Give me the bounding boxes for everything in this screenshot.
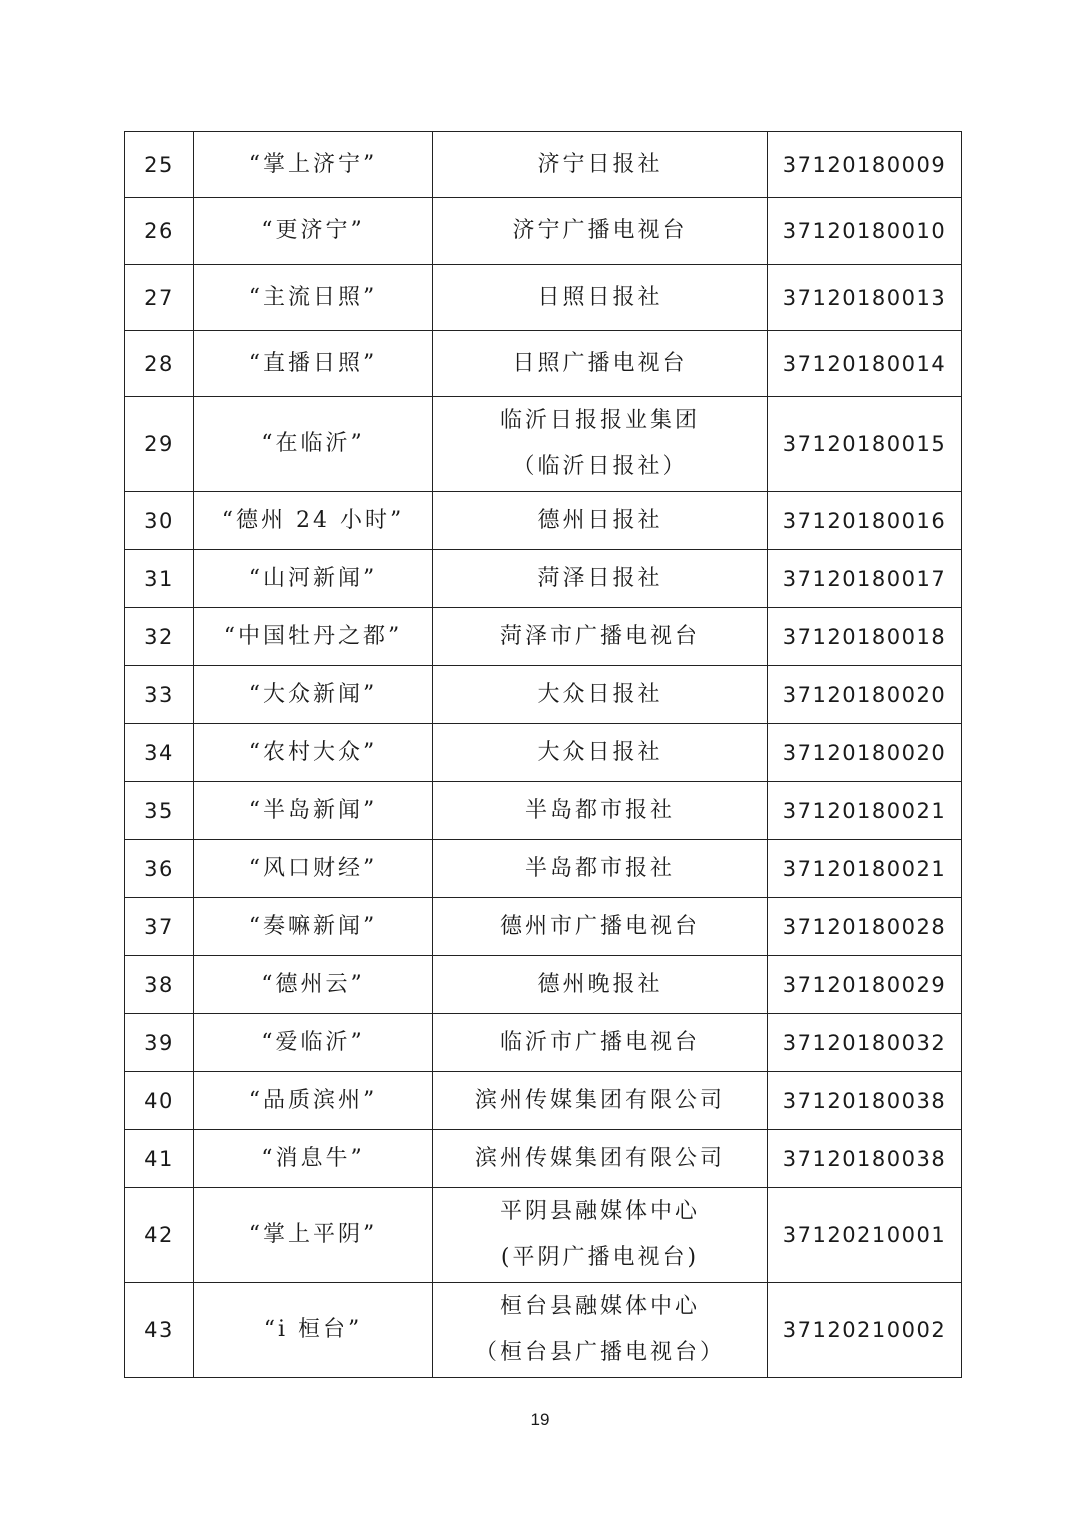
cell-app-name: “消息牛” [194, 1130, 433, 1188]
table-row [125, 331, 962, 397]
cell-organization [433, 198, 768, 265]
table-row [125, 724, 962, 782]
cell-number: 36 [125, 840, 194, 898]
organization-line: 济宁广播电视台 [512, 218, 688, 243]
cell-license-code: 37120180029 [768, 956, 962, 1014]
cell-app-name: “山河新闻” [194, 550, 433, 608]
organization-line: 济宁日报社 [537, 151, 663, 177]
cell-number: 27 [125, 265, 194, 331]
cell-license-code: 37120210002 [768, 1283, 962, 1378]
cell-organization [433, 1130, 768, 1188]
cell-license-code: 37120180017 [768, 550, 962, 608]
cell-number: 26 [125, 198, 194, 265]
table-row [125, 666, 962, 724]
cell-license-code: 37120180020 [768, 724, 962, 782]
cell-app-name: “直播日照” [194, 331, 433, 397]
table-row [125, 132, 962, 198]
cell-app-name: “大众新闻” [194, 666, 433, 724]
cell-organization [433, 492, 768, 550]
cell-number: 41 [125, 1130, 194, 1188]
table-row [125, 198, 962, 265]
organization-line: (平阴广播电视台) [500, 1245, 700, 1270]
organization-line: 大众日报社 [537, 681, 663, 707]
table-row [125, 1188, 962, 1283]
cell-organization [433, 782, 768, 840]
table-row [125, 1283, 962, 1378]
cell-number: 29 [125, 397, 194, 492]
organization-line: 临沂日报报业集团 [499, 408, 700, 433]
cell-license-code: 37120180020 [768, 666, 962, 724]
cell-organization [433, 724, 768, 782]
cell-app-name: “i 桓台” [194, 1283, 433, 1378]
cell-organization [433, 550, 768, 608]
cell-number: 38 [125, 956, 194, 1014]
table-row [125, 956, 962, 1014]
organization-line: 日照日报社 [537, 284, 663, 310]
organization-line: 德州晚报社 [537, 971, 663, 997]
table-row [125, 1072, 962, 1130]
cell-number: 30 [125, 492, 194, 550]
cell-organization [433, 956, 768, 1014]
organization-line: 滨州传媒集团有限公司 [474, 1087, 725, 1113]
cell-app-name: “掌上济宁” [194, 132, 433, 198]
organization-line: 滨州传媒集团有限公司 [474, 1145, 725, 1171]
cell-organization [433, 1014, 768, 1072]
cell-organization [433, 1188, 768, 1283]
cell-app-name: “德州 24 小时” [194, 492, 433, 550]
organization-line: 大众日报社 [537, 739, 663, 765]
table-row [125, 1014, 962, 1072]
cell-number: 32 [125, 608, 194, 666]
organization-line: 桓台县融媒体中心 [499, 1294, 700, 1319]
table-row [125, 265, 962, 331]
cell-license-code: 37120180028 [768, 898, 962, 956]
cell-app-name: “在临沂” [194, 397, 433, 492]
organization-line: （临沂日报社） [512, 454, 688, 479]
cell-app-name: “更济宁” [194, 198, 433, 265]
cell-number: 39 [125, 1014, 194, 1072]
cell-organization [433, 898, 768, 956]
registry-table-body [125, 132, 962, 1378]
cell-organization [433, 1283, 768, 1378]
cell-license-code: 37120210001 [768, 1188, 962, 1283]
cell-app-name: “德州云” [194, 956, 433, 1014]
cell-organization [433, 666, 768, 724]
cell-number: 33 [125, 666, 194, 724]
cell-license-code: 37120180016 [768, 492, 962, 550]
cell-license-code: 37120180032 [768, 1014, 962, 1072]
registry-table [124, 131, 962, 1378]
table-row [125, 550, 962, 608]
cell-license-code: 37120180038 [768, 1072, 962, 1130]
cell-license-code: 37120180010 [768, 198, 962, 265]
cell-license-code: 37120180021 [768, 840, 962, 898]
organization-line: 德州日报社 [537, 507, 663, 533]
cell-number: 31 [125, 550, 194, 608]
cell-number: 35 [125, 782, 194, 840]
cell-app-name: “农村大众” [194, 724, 433, 782]
table-row [125, 397, 962, 492]
organization-line: （桓台县广播电视台） [474, 1340, 725, 1365]
organization-line: 菏泽日报社 [537, 565, 663, 591]
cell-organization [433, 132, 768, 198]
table-row [125, 782, 962, 840]
cell-license-code: 37120180015 [768, 397, 962, 492]
cell-organization [433, 265, 768, 331]
organization-line: 菏泽市广播电视台 [499, 623, 700, 649]
cell-organization [433, 397, 768, 492]
cell-license-code: 37120180009 [768, 132, 962, 198]
cell-license-code: 37120180021 [768, 782, 962, 840]
cell-organization [433, 608, 768, 666]
cell-license-code: 37120180018 [768, 608, 962, 666]
cell-app-name: “中国牡丹之都” [194, 608, 433, 666]
table-row [125, 608, 962, 666]
cell-app-name: “主流日照” [194, 265, 433, 331]
cell-license-code: 37120180014 [768, 331, 962, 397]
table-row [125, 492, 962, 550]
organization-line: 日照广播电视台 [512, 350, 688, 376]
cell-app-name: “半岛新闻” [194, 782, 433, 840]
organization-line: 半岛都市报社 [524, 855, 675, 881]
organization-line: 半岛都市报社 [524, 797, 675, 823]
cell-license-code: 37120180038 [768, 1130, 962, 1188]
cell-number: 42 [125, 1188, 194, 1283]
cell-number: 25 [125, 132, 194, 198]
page-number: 19 [530, 1410, 550, 1429]
cell-license-code: 37120180013 [768, 265, 962, 331]
organization-line: 平阴县融媒体中心 [499, 1199, 700, 1224]
cell-number: 34 [125, 724, 194, 782]
cell-organization [433, 840, 768, 898]
organization-line: 德州市广播电视台 [499, 913, 700, 939]
cell-app-name: “爱临沂” [194, 1014, 433, 1072]
cell-number: 43 [125, 1283, 194, 1378]
table-row [125, 898, 962, 956]
cell-app-name: “掌上平阴” [194, 1188, 433, 1283]
table-row [125, 840, 962, 898]
cell-number: 28 [125, 331, 194, 397]
organization-line: 临沂市广播电视台 [499, 1029, 700, 1055]
cell-app-name: “风口财经” [194, 840, 433, 898]
cell-number: 40 [125, 1072, 194, 1130]
cell-organization [433, 331, 768, 397]
table-row [125, 1130, 962, 1188]
cell-organization [433, 1072, 768, 1130]
cell-app-name: “奏嘛新闻” [194, 898, 433, 956]
cell-app-name: “品质滨州” [194, 1072, 433, 1130]
cell-number: 37 [125, 898, 194, 956]
